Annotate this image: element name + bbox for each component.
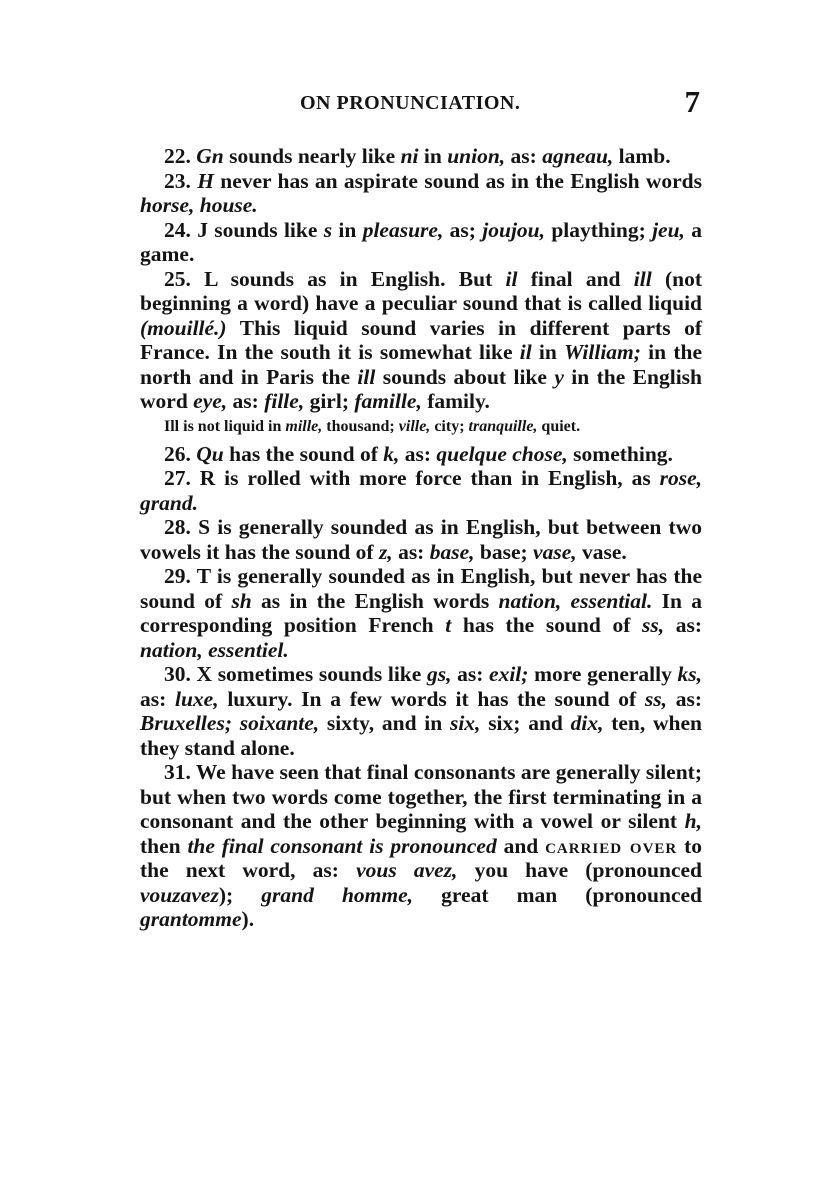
text-run: in: [332, 217, 363, 242]
text-run: Ill is not liquid in: [164, 417, 286, 435]
text-run: 25. L sounds as in English. But: [164, 266, 506, 291]
paragraph-p23: [140, 169, 702, 218]
text-run: );: [218, 882, 262, 907]
text-run: 26.: [164, 441, 197, 466]
italic-term: tranquille,: [468, 417, 538, 435]
text-run: thousand;: [322, 417, 399, 435]
italic-term: horse, house.: [140, 193, 258, 217]
text-run: 23.: [164, 168, 198, 193]
text-run: as:: [140, 686, 175, 711]
italic-term: (mouillé.): [140, 315, 227, 340]
running-head: ON PRONUNCIATION.: [300, 92, 521, 114]
text-run: city;: [430, 417, 469, 435]
body-text: [140, 144, 702, 932]
italic-term: mille,: [285, 417, 323, 435]
italic-term: exil;: [489, 662, 529, 686]
paragraph-p31: [140, 760, 702, 932]
text-run: as;: [443, 217, 483, 242]
text-run: as in the English words: [251, 588, 499, 613]
text-run: (not beginning a word) have a peculiar sound that is called liquid: [140, 266, 703, 315]
italic-term: s: [323, 217, 333, 242]
text-run: six; and: [480, 711, 571, 735]
italic-term: sh: [231, 588, 252, 613]
text-run: plaything;: [545, 217, 653, 242]
text-run: in the English word: [140, 364, 702, 413]
italic-term: quelque chose,: [436, 441, 568, 466]
italic-term: ill: [633, 266, 652, 291]
italic-term: grand homme,: [261, 882, 414, 907]
italic-term: h,: [684, 809, 702, 833]
paragraph-p22: [140, 144, 702, 169]
text-run: 28. S is generally sounded as in English, but between two vowels it has the sound of: [140, 515, 702, 564]
italic-term: vase,: [533, 539, 577, 564]
italic-term: y: [554, 364, 564, 389]
italic-term: dix,: [570, 711, 604, 735]
text-run: to the next word, as:: [140, 833, 702, 882]
paragraph-p30: [140, 662, 702, 760]
book-page: [140, 84, 702, 932]
italic-term: vouzavez: [140, 882, 219, 907]
italic-term: ill: [357, 364, 376, 389]
italic-term: pleasure,: [362, 217, 444, 242]
text-run: luxury. In a few words it has the sound of: [218, 686, 645, 711]
text-run: 24. J sounds like: [164, 217, 324, 242]
italic-term: ks,: [677, 662, 703, 686]
text-run: 27. R is rolled with more force than in English, as: [164, 466, 660, 490]
text-run: quiet.: [537, 417, 581, 435]
italic-term: William;: [564, 340, 641, 364]
paragraph-p25: [140, 267, 702, 414]
text-run: in the north and in Paris the: [140, 340, 703, 389]
text-run: something.: [567, 441, 673, 466]
italic-term: fille,: [264, 389, 305, 413]
italic-term: base,: [429, 539, 475, 564]
italic-term: Bruxelles; soixante,: [140, 711, 320, 735]
italic-term: k,: [383, 441, 400, 466]
page-header: [140, 84, 702, 124]
text-run: vase.: [576, 539, 627, 564]
text-run: sixty, and in: [319, 711, 450, 735]
text-run: 31. We have seen that final consonants are generally silent; but when two words come together, the first terminating in a consonant and the other beginning with a vowel or silent: [140, 760, 702, 833]
italic-term: luxe,: [175, 686, 219, 711]
text-run: as:: [664, 613, 702, 637]
italic-term: t: [445, 613, 452, 637]
text-run: then: [140, 833, 188, 858]
text-run: base;: [474, 539, 534, 564]
italic-term: ni: [400, 144, 419, 168]
italic-term: z,: [378, 539, 393, 564]
text-run: 29. T is generally sounded as in English, but never has the sound of: [140, 564, 702, 613]
text-run: ten, when they stand alone.: [140, 711, 702, 760]
italic-term: agneau,: [542, 144, 614, 168]
italic-term: H: [197, 168, 214, 193]
italic-term: ss,: [644, 686, 667, 711]
text-run: a game.: [140, 217, 702, 266]
text-run: has the sound of: [451, 613, 642, 637]
italic-term: vous avez,: [356, 858, 458, 882]
italic-term: Qu: [196, 441, 224, 466]
italic-term: il: [505, 266, 518, 291]
text-run: 22.: [164, 144, 197, 168]
text-run: family.: [421, 389, 490, 413]
italic-term: joujou,: [482, 217, 546, 242]
text-run: in: [418, 144, 448, 168]
text-run: more generally: [528, 662, 678, 686]
paragraph-p24: [140, 218, 702, 267]
italic-term: ville,: [398, 417, 431, 435]
italic-term: gs,: [426, 662, 452, 686]
text-run: as:: [392, 539, 430, 564]
text-run: girl;: [304, 389, 355, 413]
text-run: as:: [399, 441, 437, 466]
italic-term: union,: [447, 144, 506, 168]
text-run: lamb.: [613, 144, 671, 168]
page-number: 7: [684, 84, 700, 119]
text-run: sounds nearly like: [223, 144, 401, 168]
text-run: as:: [505, 144, 543, 168]
italic-term: nation, essentiel.: [140, 637, 289, 662]
italic-term: grantomme: [140, 907, 242, 931]
text-run: as:: [666, 686, 702, 711]
italic-term: famille,: [354, 389, 422, 413]
text-run: as:: [451, 662, 490, 686]
text-run: final and: [517, 266, 634, 291]
text-run: and: [496, 833, 546, 858]
italic-term: nation, essential.: [498, 588, 653, 613]
italic-term: Gn: [196, 144, 224, 168]
text-run: as:: [227, 389, 265, 413]
text-run: has the sound of: [223, 441, 384, 466]
paragraph-p26: [140, 442, 702, 467]
italic-term: six,: [449, 711, 481, 735]
text-run: sounds about like: [375, 364, 555, 389]
text-run: 30. X sometimes sounds like: [164, 662, 427, 686]
small-caps-term: carried over: [545, 833, 678, 858]
italic-term: the final consonant is pronounced: [187, 833, 497, 858]
text-run: you have (pronounced: [457, 858, 702, 882]
text-run: in: [531, 340, 565, 364]
paragraph-p29: [140, 564, 702, 662]
footnote-note25: [140, 417, 702, 437]
text-run: never has an aspirate sound as in the English words: [213, 168, 703, 193]
text-run: ).: [241, 907, 255, 931]
text-run: great man (pronounced: [413, 882, 702, 907]
text-run: In a corresponding position French: [140, 588, 702, 637]
italic-term: rose, grand.: [140, 466, 702, 515]
italic-term: il: [519, 340, 532, 364]
paragraph-p27: [140, 466, 702, 515]
paragraph-p28: [140, 515, 702, 564]
italic-term: ss,: [641, 613, 665, 637]
text-run: This liquid sound varies in different parts of France. In the south it is somewhat like: [140, 315, 702, 364]
italic-term: eye,: [193, 389, 228, 413]
italic-term: jeu,: [652, 217, 685, 242]
